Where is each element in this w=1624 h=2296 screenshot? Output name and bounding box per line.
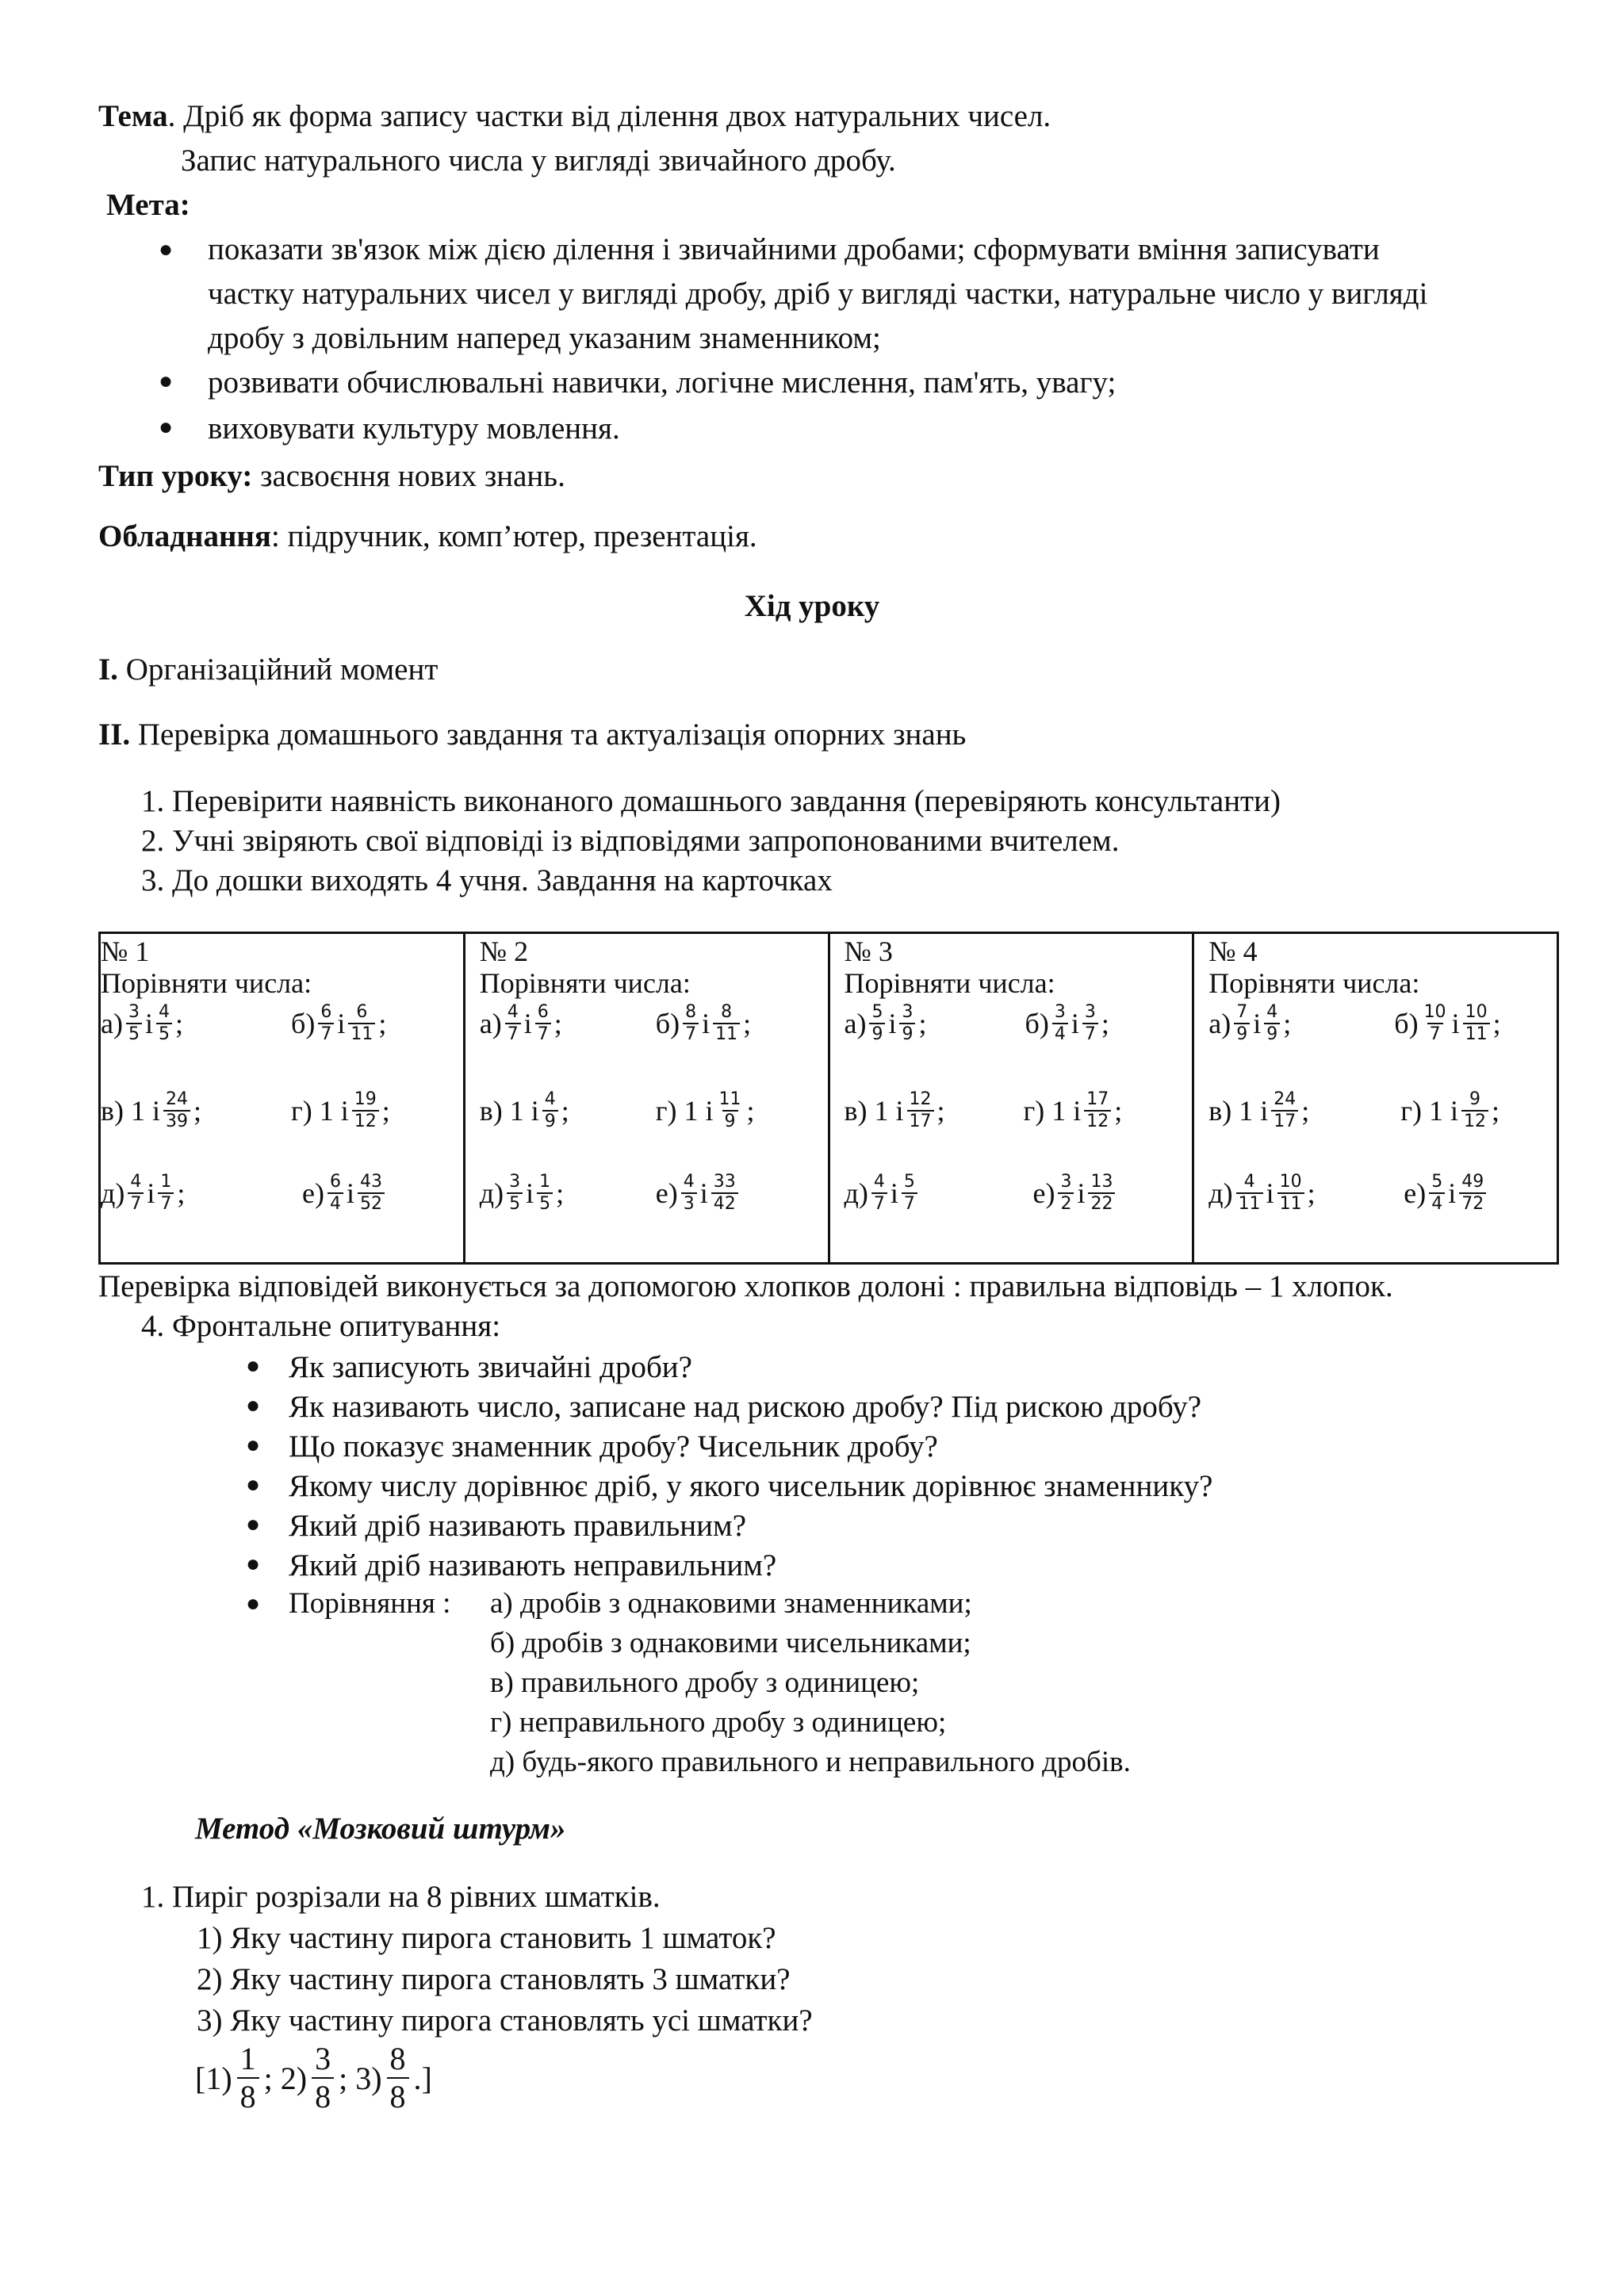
item-b: б) $\frac{8}{7}$ і $\frac{8}{11}$ ;: [655, 1002, 752, 1044]
card-task: Порівняти числа:: [1208, 967, 1420, 999]
section-1: I. Організаційний момент: [98, 652, 439, 687]
theme-label: Тема: [98, 99, 168, 133]
card-number: № 3: [844, 936, 893, 967]
bullet-icon: ●: [246, 1511, 261, 1537]
item-a: а) $\frac{5}{9}$ і $\frac{3}{9}$ ;: [844, 1002, 927, 1044]
goal-item-1-cont2: дробу з довільним наперед указаним знаменником;: [208, 321, 881, 355]
comparison-item: г) неправильного дробу з одиницею;: [490, 1706, 947, 1739]
comparison-item: а) дробів з однаковими знаменниками;: [490, 1587, 972, 1620]
check-note: Перевірка відповідей виконується за допомогою хлопков долоні : правильна відповідь – 1 хлопок.: [98, 1269, 1393, 1303]
item-a: а) $\frac{7}{9}$ і $\frac{4}{9}$ ;: [1208, 1002, 1292, 1044]
bullet-icon: ●: [246, 1432, 261, 1458]
theme-line-2: Запис натурального числа у вигляді звичайного дробу.: [181, 144, 896, 178]
bullet-icon: ●: [159, 368, 174, 394]
method-title: Метод «Мозковий штурм»: [195, 1812, 566, 1846]
answer-fraction-2: 3 8: [312, 2041, 334, 2115]
task-card: [1194, 934, 1557, 1262]
step-1: 1. Перевірити наявність виконаного домашнього завдання (перевіряють консультанти): [141, 784, 1281, 818]
item-v: в) 1 і $\frac{24}{39}$ ;: [101, 1089, 202, 1131]
item-b: б) $\frac{6}{7}$ і $\frac{6}{11}$ ;: [291, 1002, 387, 1044]
task-card: [465, 934, 830, 1262]
progress-title: Хід уроку: [744, 589, 880, 623]
card-task: Порівняти числа:: [479, 967, 691, 999]
task-1: 1. Пиріг розрізали на 8 рівних шматків.: [141, 1880, 661, 1914]
item-b: б) $\frac{3}{4}$ і $\frac{3}{7}$ ;: [1025, 1002, 1109, 1044]
item-e: е) $\frac{4}{3}$ і $\frac{33}{42}$: [656, 1172, 741, 1215]
bullet-icon: ●: [246, 1551, 261, 1577]
equipment: Обладнання: підручник, комп’ютер, презентація.: [98, 519, 757, 553]
goal-item-1: показати зв'язок між дією ділення і звичайними дробами; сформувати вміння записувати: [208, 232, 1380, 266]
card-number: № 4: [1208, 936, 1258, 967]
question: Як записують звичайні дроби?: [289, 1350, 692, 1384]
task-card: [830, 934, 1195, 1262]
comparison-item: д) будь-якого правильного и неправильного дробів.: [490, 1746, 1131, 1778]
item-g: г) 1 і $\frac{17}{12}$ ;: [1023, 1089, 1123, 1131]
item-a: а) $\frac{3}{5}$ і $\frac{4}{5}$ ;: [101, 1002, 183, 1044]
card-task: Порівняти числа:: [844, 967, 1055, 999]
item-v: в) 1 і $\frac{24}{17}$ ;: [1208, 1089, 1310, 1131]
bullet-icon: ●: [246, 1590, 261, 1617]
item-d: д) $\frac{4}{7}$ і $\frac{5}{7}$: [845, 1172, 921, 1215]
answer: [1) 1 8 ; 2) 3 8 ; 3) 8 8 .]: [195, 2041, 432, 2114]
theme-line: [98, 95, 1051, 138]
item-v: в) 1 і $\frac{4}{9}$ ;: [479, 1089, 569, 1131]
item-g: г) 1 і $\frac{11}{9}$ ;: [655, 1089, 755, 1131]
item-g: г) 1 і $\frac{19}{12}$ ;: [291, 1089, 390, 1131]
section-2: II. Перевірка домашнього завдання та актуалізація опорних знань: [98, 718, 967, 752]
item-e: е) $\frac{5}{4}$ і $\frac{49}{72}$: [1404, 1172, 1489, 1215]
comparison-label: Порівняння :: [289, 1587, 451, 1620]
item-d: д) $\frac{4}{11}$ і $\frac{10}{11}$ ;: [1208, 1172, 1316, 1214]
bullet-icon: ●: [246, 1471, 261, 1498]
question: Який дріб називають неправильним?: [289, 1548, 777, 1582]
step-2: 2. Учні звіряють свої відповіді із відповідями запропонованими вчителем.: [141, 824, 1120, 858]
card-number: № 1: [101, 936, 150, 967]
question: Який дріб називають правильним?: [289, 1509, 747, 1543]
item-a: а) $\frac{4}{7}$ і $\frac{6}{7}$ ;: [479, 1002, 562, 1044]
lesson-type: Тип уроку: засвоєння нових знань.: [98, 459, 565, 493]
task-cards-table: [98, 932, 1559, 1265]
subtask: 1) Яку частину пирога становить 1 шматок?: [197, 1921, 776, 1955]
bullet-icon: ●: [246, 1392, 261, 1418]
goal-item-2: розвивати обчислювальні навички, логічне мислення, пам'ять, увагу;: [208, 365, 1116, 400]
task-card: [101, 934, 465, 1262]
answer-fraction-3: 8 8: [387, 2041, 409, 2115]
step-3: 3. До дошки виходять 4 учня. Завдання на карточках: [141, 863, 833, 897]
comparison-item: в) правильного дробу з одиницею;: [490, 1667, 920, 1699]
card-task: Порівняти числа:: [101, 967, 312, 999]
bullet-icon: ●: [159, 236, 174, 262]
item-v: в) 1 і $\frac{12}{17}$ ;: [844, 1089, 945, 1131]
bullet-icon: ●: [246, 1353, 261, 1379]
question: Якому числу дорівнює дріб, у якого чисельник дорівнює знаменнику?: [289, 1469, 1213, 1503]
comparison-item: б) дробів з однаковими чисельниками;: [490, 1627, 971, 1659]
item-b: б) $\frac{10}{7}$ і $\frac{10}{11}$ ;: [1394, 1002, 1501, 1044]
subtask: 2) Яку частину пирога становлять 3 шматки?: [197, 1962, 791, 1996]
card-number: № 2: [479, 936, 529, 967]
goal-item-3: виховувати культуру мовлення.: [208, 411, 620, 446]
theme-text: . Дріб як форма запису частки від ділення двох натуральних чисел.: [167, 99, 1051, 133]
step-4: 4. Фронтальне опитування:: [141, 1309, 501, 1343]
item-e: е) $\frac{3}{2}$ і $\frac{13}{22}$: [1033, 1172, 1119, 1215]
answer-fraction-1: 1 8: [237, 2041, 259, 2115]
question: Як називають число, записане над рискою дробу? Під рискою дробу?: [289, 1390, 1202, 1424]
item-e: е) $\frac{6}{4}$ і $\frac{43}{52}$: [302, 1172, 388, 1215]
goal-item-1-cont: частку натуральних чисел у вигляді дробу, дріб у вигляді частки, натуральне число у вигляді: [208, 277, 1428, 311]
question: Що показує знаменник дробу? Чисельник дробу?: [289, 1429, 938, 1464]
bullet-icon: ●: [159, 414, 174, 440]
goal-label: Мета:: [106, 188, 190, 222]
item-d: д) $\frac{3}{5}$ і $\frac{1}{5}$ ;: [479, 1172, 565, 1214]
item-d: д) $\frac{4}{7}$ і $\frac{1}{7}$ ;: [101, 1172, 186, 1214]
subtask: 3) Яку частину пирога становлять усі шматки?: [197, 2003, 813, 2038]
item-g: г) 1 і $\frac{9}{12}$ ;: [1400, 1089, 1500, 1131]
